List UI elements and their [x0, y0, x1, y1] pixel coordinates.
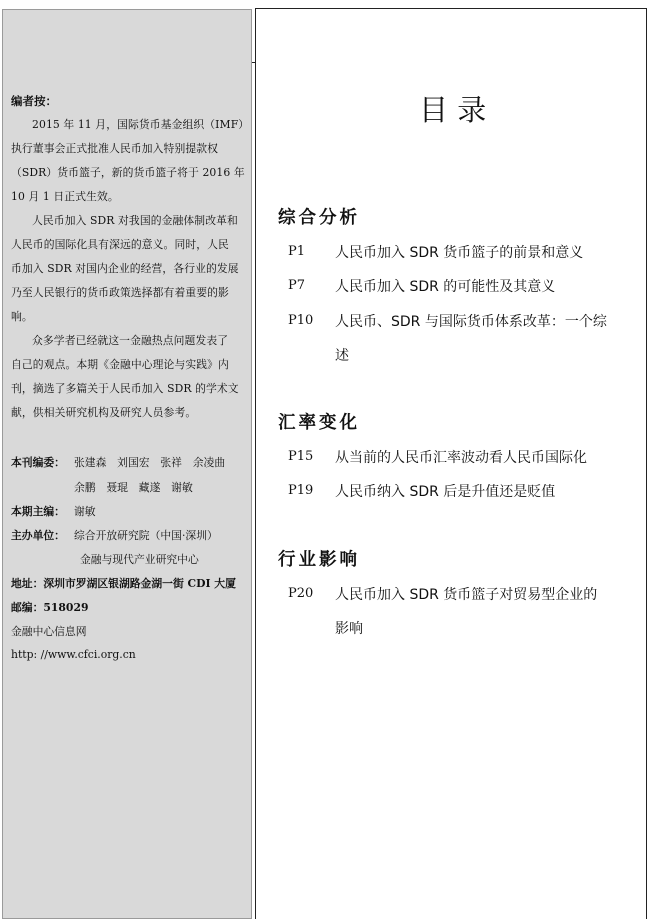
host-label: 主办单位： — [11, 529, 65, 542]
toc-entry-link[interactable]: 人民币加入 SDR 货币篮子的前景和意义 — [335, 245, 584, 261]
editor-note-line: 乃至人民银行的货币政策选择都有着重要的影 — [11, 286, 229, 299]
editor-note-line: 自己的观点。本期《金融中心理论与实践》内 — [11, 358, 229, 371]
editor-note-line: 币加入 SDR 对国内企业的经营，各行业的发展 — [11, 262, 239, 275]
section-title: 综合分析 — [278, 208, 360, 228]
section-title: 汇率变化 — [278, 413, 360, 433]
editor-note-line: 刊，摘选了多篇关于人民币加入 SDR 的学术文 — [11, 382, 239, 395]
editors-names: 余鹏 聂琨 藏遂 谢敏 — [74, 481, 193, 494]
editor-note-line: 众多学者已经就这一金融热点问题发表了 — [32, 334, 229, 347]
editors-label: 本刊编委： — [11, 456, 65, 469]
chief-editor-name: 谢敏 — [74, 505, 96, 518]
editor-note-line: 人民币加入 SDR 对我国的金融体制改革和 — [32, 214, 238, 227]
editor-note-line: 10 月 1 日正式生效。 — [11, 190, 119, 203]
editor-note-line: 响。 — [11, 310, 33, 323]
toc-page-number: P20 — [288, 586, 314, 601]
editor-note-heading: 编者按： — [11, 94, 57, 108]
chief-editor-label: 本期主编： — [11, 505, 65, 518]
toc-entry-link[interactable]: 从当前的人民币汇率波动看人民币国际化 — [335, 450, 587, 466]
toc-entry-link[interactable]: 影响 — [335, 621, 363, 637]
section-title: 行业影响 — [278, 550, 360, 570]
postcode: 邮编：518029 — [11, 601, 89, 614]
editor-note-line: 人民币的国际化具有深远的意义。同时，人民 — [11, 238, 229, 251]
toc-page-number: P7 — [288, 278, 306, 293]
toc-entry-link[interactable]: 述 — [335, 348, 349, 364]
toc-page-number: P15 — [288, 449, 314, 464]
toc-entry-link[interactable]: 人民币加入 SDR 货币篮子对贸易型企业的 — [335, 587, 598, 603]
site-name: 金融中心信息网 — [11, 625, 87, 638]
toc-entry-link[interactable]: 人民币加入 SDR 的可能性及其意义 — [335, 279, 556, 295]
toc-entry-link[interactable]: 人民币、SDR 与国际货币体系改革：一个综 — [335, 314, 607, 330]
toc-page-number: P1 — [288, 244, 306, 259]
editor-note-line: 献，供相关研究机构及研究人员参考。 — [11, 406, 197, 419]
toc-page-number: P19 — [288, 483, 314, 498]
toc-title: 目 录 — [419, 93, 487, 127]
editors-names: 张建森 刘国宏 张祥 余凌曲 — [74, 456, 226, 469]
site-url-link[interactable]: http: //www.cfci.org.cn — [11, 648, 136, 661]
editor-note-line: 2015 年 11 月，国际货币基金组织（IMF） — [32, 118, 250, 131]
editor-note-line: （SDR）货币篮子，新的货币篮子将于 2016 年 — [11, 166, 245, 179]
address: 地址：深圳市罗湖区银湖路金湖一街 CDI 大厦 — [11, 577, 236, 590]
host-name: 金融与现代产业研究中心 — [80, 553, 199, 566]
toc-page-number: P10 — [288, 313, 314, 328]
host-name: 综合开放研究院（中国·深圳） — [74, 529, 218, 542]
toc-entry-link[interactable]: 人民币纳入 SDR 后是升值还是贬值 — [335, 484, 556, 500]
editor-note-line: 执行董事会正式批准人民币加入特别提款权 — [11, 142, 219, 155]
